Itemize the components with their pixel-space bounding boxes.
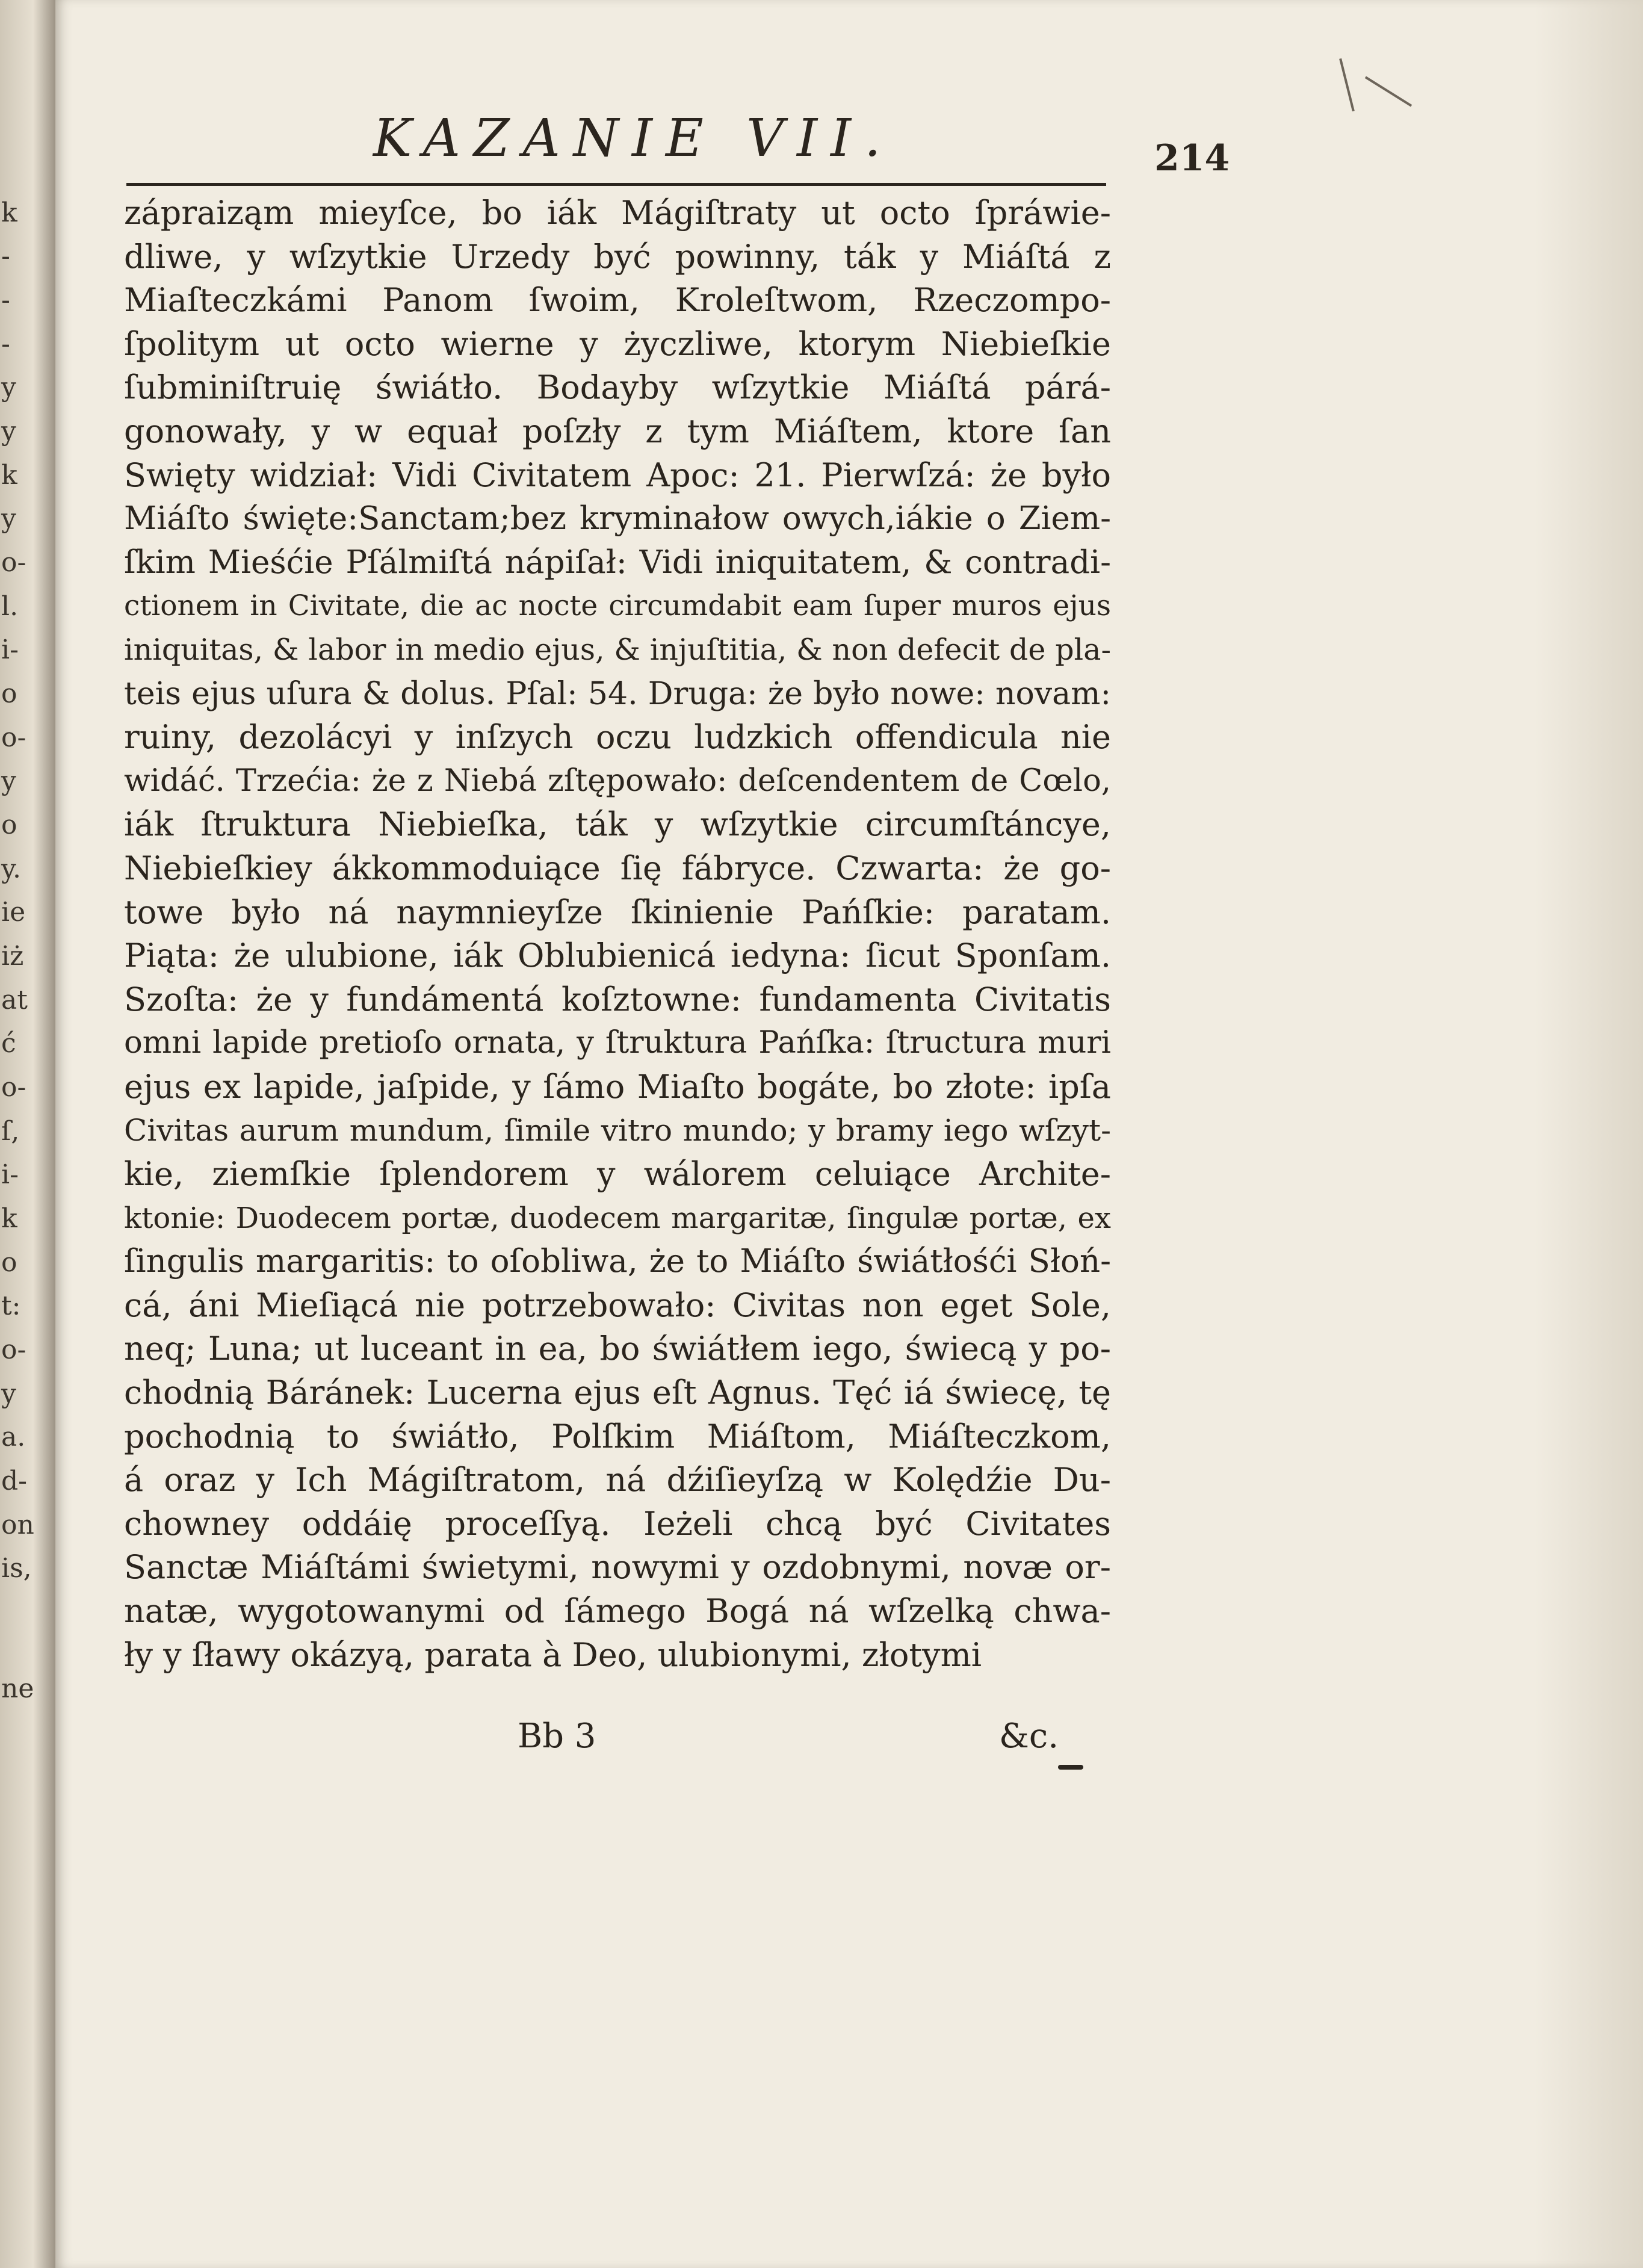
prev-fragment: k xyxy=(1,197,17,228)
prev-fragment: y xyxy=(1,766,16,796)
prev-fragment: ſ, xyxy=(1,1116,20,1147)
text-line: á oraz y Ich Mágiſtratom, ná dźiſieyſzą w Kolędźie Du- xyxy=(124,1461,1111,1499)
text-line: Miáſto święte:Sanctam;bez kryminałow owych,iákie o Ziem- xyxy=(124,500,1111,538)
prev-fragment: i- xyxy=(1,634,19,665)
prev-fragment: - xyxy=(1,329,10,359)
text-line: pochodnią to świátło, Polſkim Miáſtom, Miáſteczkom, xyxy=(124,1417,1111,1455)
prev-fragment: ne xyxy=(1,1673,34,1704)
text-line: ruiny, dezolácyi y inſzych oczu ludzkich offendicula nie xyxy=(124,718,1111,757)
prev-fragment: k xyxy=(1,1203,17,1234)
prev-fragment: y xyxy=(1,372,16,403)
prev-fragment: ie xyxy=(1,897,26,928)
prev-fragment: at xyxy=(1,985,28,1015)
text-line: ctionem in Civitate, die ac nocte circumdabit eam ſuper muros ejus xyxy=(124,589,1111,623)
prev-fragment: o xyxy=(1,678,17,709)
text-line: iniquitas, & labor in medio ejus, & injuſtitia, & non defecit de pla- xyxy=(124,632,1111,667)
prev-fragment: - xyxy=(1,285,10,315)
running-head: KAZANIE VII. xyxy=(373,108,894,169)
prev-fragment: o xyxy=(1,1247,17,1278)
footer-dash xyxy=(1058,1765,1083,1770)
signature-mark: Bb 3 xyxy=(518,1717,596,1756)
prev-fragment: y xyxy=(1,1378,16,1409)
text-line: ſubminiſtruię świátło. Bodayby wſzytkie Miáſtá párá- xyxy=(124,368,1111,407)
prev-fragment: o- xyxy=(1,1072,26,1103)
text-line: zápraiząm mieyſce, bo iák Mágiſtraty ut octo ſpráwie- xyxy=(124,194,1111,232)
text-line: ſingulis margaritis: to oſobliwa, że to Miáſto świátłośći Słoń- xyxy=(124,1243,1111,1280)
prev-fragment: ć xyxy=(1,1028,16,1059)
prev-fragment: o- xyxy=(1,1334,26,1365)
prev-fragment: y xyxy=(1,503,16,534)
previous-page-fragments xyxy=(0,0,55,2268)
prev-fragment: on xyxy=(1,1510,34,1540)
text-line: ejus ex lapide, jaſpide, y ſámo Miaſto bogáte, bo złote: ipſa xyxy=(124,1067,1111,1106)
prev-fragment: o- xyxy=(1,547,26,578)
prev-fragment: is, xyxy=(1,1553,32,1584)
prev-fragment: y xyxy=(1,416,16,447)
text-line: ły y ſławy okázyą, parata à Deo, ulubionymi, złotymi xyxy=(124,1635,982,1674)
text-line: natæ, wygotowanymi od ſámego Bogá ná wſzelką chwa- xyxy=(124,1592,1111,1630)
text-line: Miaſteczkámi Panom ſwoim, Kroleſtwom, Rzeczompo- xyxy=(124,281,1111,320)
text-line: ſkim Mieśćie Pſálmiſtá nápiſał: Vidi iniquitatem, & contradi- xyxy=(124,544,1111,581)
text-line: cá, áni Mieſiącá nie potrzebowało: Civitas non eget Sole, xyxy=(124,1286,1111,1324)
catchword: &c. xyxy=(999,1717,1059,1756)
text-line: ſpolitym ut octo wierne y życzliwe, ktorym Niebieſkie xyxy=(124,324,1111,363)
text-line: Piąta: że ulubione, iák Oblubienicá iedyna: ſicut Sponſam. xyxy=(124,937,1111,975)
page-number: 214 xyxy=(1154,137,1230,179)
text-line: Szoſta: że y fundámentá koſztowne: fundamenta Civitatis xyxy=(124,980,1111,1018)
prev-fragment: o- xyxy=(1,722,26,753)
text-line: Civitas aurum mundum, ſimile vitro mundo; y bramy iego wſzyt- xyxy=(124,1113,1111,1148)
text-line: chowney oddáię proceſſyą. Ieżeli chcą być Civitates xyxy=(124,1504,1111,1543)
text-line: Niebieſkiey ákkommoduiące ſię fábryce. Czwarta: że go- xyxy=(124,849,1111,887)
text-line: neq; Luna; ut luceant in ea, bo świátłem iego, świecą y po- xyxy=(124,1330,1111,1368)
prev-fragment: k xyxy=(1,460,17,491)
text-line: teis ejus uſura & dolus. Pſal: 54. Druga: że było nowe: novam: xyxy=(124,675,1111,712)
prev-fragment: - xyxy=(1,241,10,271)
text-line: iák ſtruktura Niebieſka, ták y wſzytkie circumſtáncye, xyxy=(124,805,1111,844)
text-line: omni lapide pretioſo ornata, y ſtruktura Pańſka: ſtructura muri xyxy=(124,1025,1111,1061)
text-line: ktonie: Duodecem portæ, duodecem margaritæ, ſingulæ portæ, ex xyxy=(124,1201,1111,1235)
prev-fragment: a. xyxy=(1,1422,26,1452)
prev-fragment: d- xyxy=(1,1466,28,1496)
text-line: chodnią Báránek: Lucerna ejus eſt Agnus. Tęć iá świecę, tę xyxy=(124,1374,1111,1412)
prev-fragment: l. xyxy=(1,591,19,622)
text-line: kie, ziemſkie ſplendorem y wálorem celuiące Archite- xyxy=(124,1155,1111,1194)
text-line: Sanctæ Miáſtámi świetymi, nowymi y ozdobnymi, novæ or- xyxy=(124,1548,1111,1587)
text-line: towe było ná naymnieyſze ſkinienie Pańſkie: paratam. xyxy=(124,893,1111,931)
prev-fragment: iż xyxy=(1,941,24,971)
prev-fragment: o xyxy=(1,810,17,840)
header-rule xyxy=(126,183,1106,186)
prev-fragment: y. xyxy=(1,854,21,884)
page-edge-shading xyxy=(1535,0,1643,2268)
text-line: gonowały, y w equał poſzły z tym Miáſtem, ktore ſan xyxy=(124,412,1111,450)
prev-fragment: t: xyxy=(1,1290,21,1321)
text-line: widáć. Trzećia: że z Niebá zſtępowało: deſcendentem de Cœlo, xyxy=(124,763,1111,799)
text-line: Swięty widział: Vidi Civitatem Apoc: 21. Pierwſzá: że było xyxy=(124,456,1111,494)
text-line: dliwe, y wſzytkie Urzedy być powinny, ták y Miáſtá z xyxy=(124,237,1111,276)
prev-fragment: i- xyxy=(1,1159,19,1190)
body-text xyxy=(124,191,1111,1677)
